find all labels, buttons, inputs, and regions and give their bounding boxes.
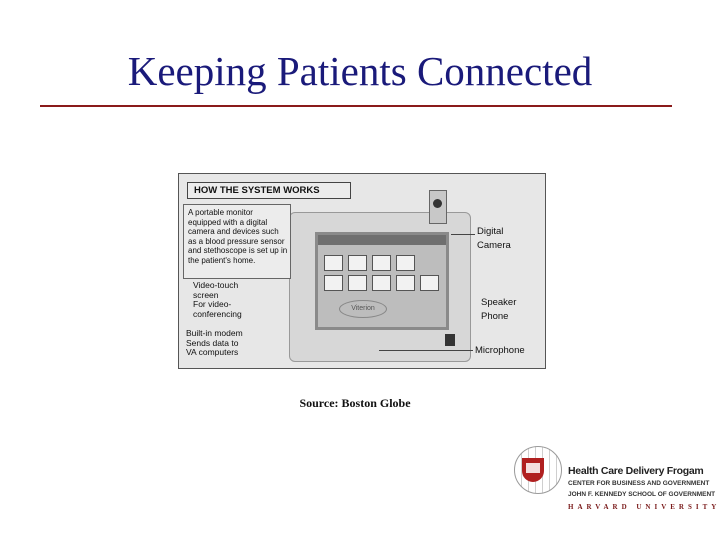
device-brand: Viterion — [339, 300, 387, 318]
screen-button — [396, 275, 415, 291]
source-caption: Source: Boston Globe — [299, 396, 411, 410]
logo-program-name: Health Care Delivery Frogam — [568, 465, 704, 477]
speaker-phone-label: Speaker Phone — [481, 297, 517, 322]
camera-icon — [429, 190, 447, 224]
screen-button — [348, 275, 367, 291]
microphone-icon — [445, 334, 455, 346]
modem-label: Built-in modem Sends data to VA computers — [186, 328, 243, 358]
title-divider — [40, 105, 672, 107]
camera-label: Digital Camera — [477, 226, 511, 251]
program-logo — [508, 446, 720, 516]
logo-university: HARVARD UNIVERSITY — [568, 503, 720, 511]
screen-header-bar — [318, 235, 446, 245]
logo-center: CENTER FOR BUSINESS AND GOVERNMENT — [568, 480, 710, 487]
screen-button — [372, 275, 391, 291]
video-screen-label: Video-touch screen For video- conferencing — [193, 280, 242, 319]
microphone-label: Microphone — [475, 345, 525, 356]
screen-button — [324, 275, 343, 291]
figure-header: HOW THE SYSTEM WORKS — [187, 182, 351, 199]
slide-title: Keeping Patients Connected — [127, 48, 593, 94]
microphone-leader-line — [379, 350, 473, 351]
screen-button — [396, 255, 415, 271]
screen-button — [420, 275, 439, 291]
screen-button — [372, 255, 391, 271]
screen-button — [348, 255, 367, 271]
camera-lens-icon — [433, 199, 442, 208]
screen-button — [324, 255, 343, 271]
harvard-shield-icon — [522, 458, 544, 482]
system-illustration — [178, 173, 546, 369]
camera-leader-line — [451, 234, 475, 235]
logo-school: JOHN F. KENNEDY SCHOOL OF GOVERNMENT — [568, 491, 716, 498]
figure-description: A portable monitor equipped with a digital camera and devices such as a blood pressure sensor and stethoscope is set up in the patient's home. — [183, 204, 291, 279]
touch-screen — [315, 232, 449, 330]
